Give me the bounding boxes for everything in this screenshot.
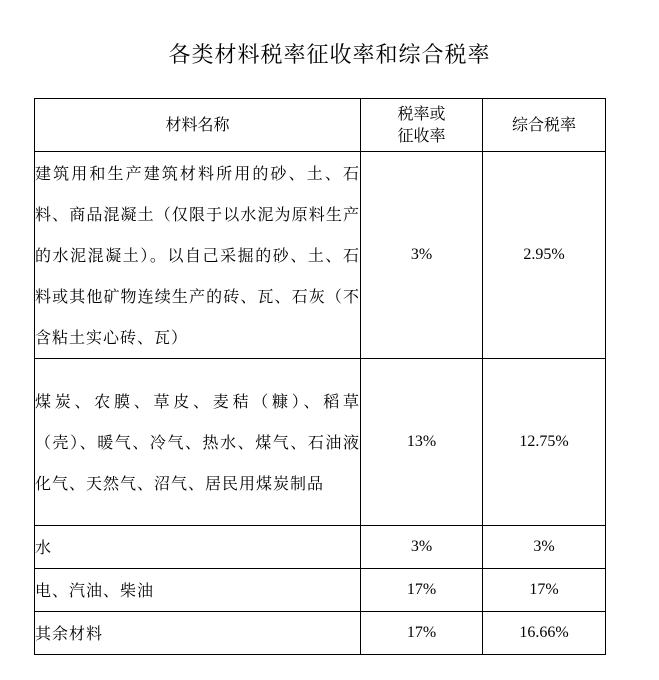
page-title: 各类材料税率征收率和综合税率 xyxy=(168,43,491,68)
header-tax-rate xyxy=(361,99,483,152)
header-tax-rate-line-1: 税率或 xyxy=(397,104,446,123)
header-combined-rate: 综合税率 xyxy=(483,99,606,152)
material-name-cell: 煤炭、农膜、草皮、麦秸（糠）、稻草（壳）、暖气、冷气、热水、煤气、石油液化气、天然气、沼气、居民用煤炭制品 xyxy=(35,359,361,526)
combined-rate-cell: 2.95% xyxy=(483,152,606,359)
tax-rate-cell: 3% xyxy=(361,152,483,359)
combined-rate-cell: 12.75% xyxy=(483,359,606,526)
material-name-cell: 建筑用和生产建筑材料所用的砂、土、石料、商品混凝土（仅限于以水泥为原料生产的水泥混凝土）。以自己采掘的砂、土、石料或其他矿物连续生产的砖、瓦、石灰（不含粘土实心砖、瓦） xyxy=(35,152,361,359)
tax-rate-cell: 3% xyxy=(361,526,483,569)
material-name-cell: 其余材料 xyxy=(35,612,361,655)
material-name-cell: 水 xyxy=(35,526,361,569)
table-row xyxy=(35,612,606,655)
table-row xyxy=(35,152,606,359)
table-row xyxy=(35,569,606,612)
header-tax-rate-line-2: 征收率 xyxy=(397,126,446,145)
combined-rate-cell: 16.66% xyxy=(483,612,606,655)
tax-rate-table xyxy=(34,98,606,655)
tax-rate-cell: 17% xyxy=(361,569,483,612)
tax-rate-cell: 17% xyxy=(361,612,483,655)
table-header-row xyxy=(35,99,606,152)
material-name-cell: 电、汽油、柴油 xyxy=(35,569,361,612)
tax-rate-cell: 13% xyxy=(361,359,483,526)
table-row xyxy=(35,526,606,569)
table-row xyxy=(35,359,606,526)
combined-rate-cell: 3% xyxy=(483,526,606,569)
combined-rate-cell: 17% xyxy=(483,569,606,612)
header-material-name: 材料名称 xyxy=(35,99,361,152)
